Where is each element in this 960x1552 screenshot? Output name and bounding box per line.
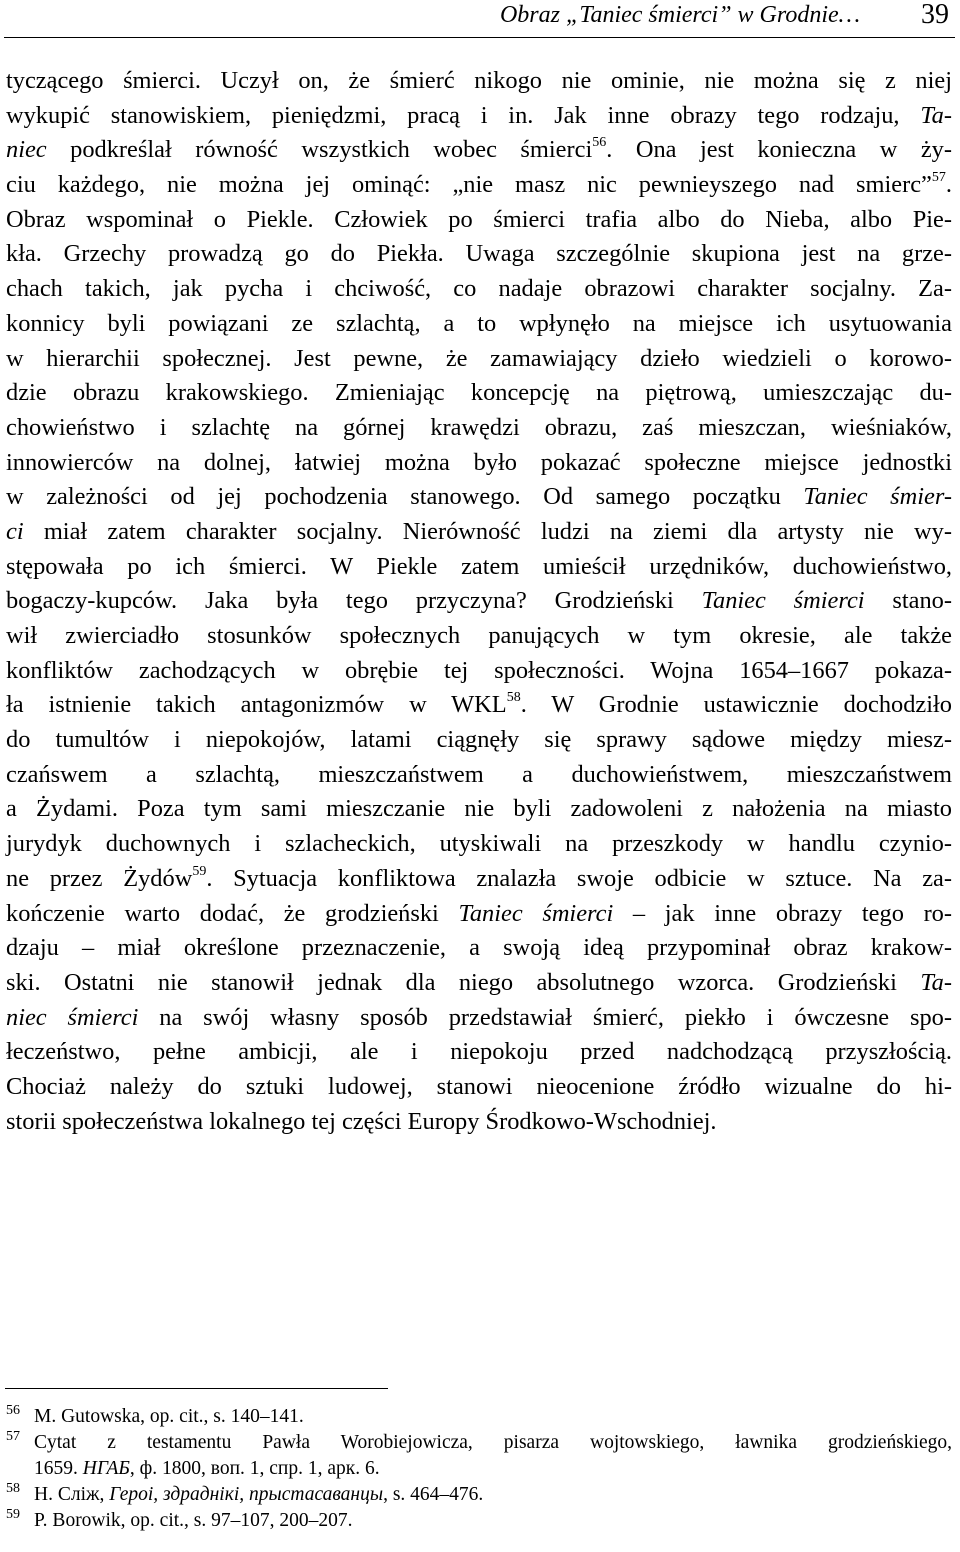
- text-line: chowieństwo i szlachtę na górnej krawędzi obrazu, zaś mieszczan, wieśniaków,: [6, 413, 952, 441]
- text-line: a Żydami. Poza tym sami mieszczanie nie byli zadowoleni z nałożenia na miasto: [6, 795, 952, 823]
- footnote-57: 57 Cytat z testamentu Pawła Worobiejowicza, pisarza wojtowskiego, ławnika grodzieńskiego,: [6, 1430, 952, 1456]
- text-line: dzaju – miał określone przeznaczenie, a swoją ideą przypominał obraz krakow-: [6, 934, 952, 962]
- footnotes: [6, 1404, 952, 1534]
- running-header: [4, 0, 955, 38]
- text-line: Chociaż należy do sztuki ludowej, stanowi nieocenione źródło wizualne do hi-: [6, 1072, 952, 1100]
- footnote-separator: [5, 1388, 388, 1389]
- text-line: kła. Grzechy prowadzą go do Piekła. Uwaga szczególnie skupiona jest na grze-: [6, 240, 952, 268]
- footnote-number: 57: [6, 1429, 20, 1444]
- text-line: kończenie warto dodać, że grodzieński Taniec śmierci – jak inne obrazy tego ro-: [6, 899, 953, 927]
- footnote-ref: 58: [506, 690, 521, 706]
- text-line: niec podkreślał równość wszystkich wobec śmierci$^{56}$. Ona jest konieczna w ży-: [6, 135, 952, 164]
- text-line: łeczeństwo, pełne ambicji, ale i niepokoju przed nadchodzącą przyszłością.: [6, 1038, 952, 1066]
- text-line: stępowała po ich śmierci. W Piekle zatem umieścił urzędników, duchowieństwo,: [6, 552, 952, 580]
- text-line: konfliktów zachodzących w obrębie tej społeczności. Wojna 1654–1667 pokaza-: [6, 656, 952, 684]
- text-line-last: storii społeczeństwa lokalnego tej części Europy Środkowo-Wschodniej.: [6, 1107, 717, 1135]
- text-line: czańswem a szlachtą, mieszczaństwem a duchowieństwem, mieszczaństwem: [6, 760, 952, 788]
- footnote-ref: 59: [192, 863, 207, 879]
- text-line: Obraz wspominał o Piekle. Człowiek po śmierci trafia albo do Nieba, albo Pie-: [6, 205, 952, 233]
- footnote-number: 59: [6, 1507, 20, 1522]
- page-number: 39: [921, 0, 949, 30]
- footnote-56: 56 M. Gutowska, op. cit., s. 140–141.: [6, 1404, 952, 1430]
- body-text: [6, 64, 952, 1139]
- text-line: konnicy byli powiązani ze szlachtą, a to wpłynęło na miejsce ich usytuowania: [6, 309, 952, 337]
- footnote-ref: 57: [931, 170, 946, 186]
- text-line: ski. Ostatni nie stanowił jednak dla niego absolutnego wzorca. Grodzieński Ta-: [6, 968, 952, 996]
- footnote-number: 58: [6, 1481, 20, 1496]
- text-line: ne przez Żydów$^{59}$. Sytuacja konfliktowa znalazła swoje odbicie w sztuce. Na za-: [6, 863, 952, 892]
- text-line: dzie obrazu krakowskiego. Zmieniając koncepcję na piętrową, umieszczając du-: [6, 379, 952, 407]
- running-title: Obraz „Taniec śmierci” w Grodnie…: [499, 2, 860, 28]
- text-line: w hierarchii społecznej. Jest pewne, że zamawiający dzieło wiedzieli o korowo-: [6, 344, 952, 372]
- text-line: niec śmierci na swój własny sposób przedstawiał śmierć, piekło i ówczesne spo-: [6, 1003, 952, 1031]
- text-line: w zależności od jej pochodzenia stanowego. Od samego początku Taniec śmier-: [6, 483, 953, 511]
- text-line: ła istnienie takich antagonizmów w WKL$^{58}$. W Grodnie ustawicznie dochodziło: [6, 690, 952, 719]
- footnote-57-continued: 1659. НГАБ, ф. 1800, воп. 1, спр. 1, арк. 6.: [34, 1458, 380, 1479]
- footnote-number: 56: [6, 1403, 20, 1418]
- text-line: chach takich, jak pycha i chciwość, co nadaje obrazowi charakter socjalny. Za-: [6, 275, 952, 303]
- text-line: bogaczy-kupców. Jaka była tego przyczyna? Grodzieński Taniec śmierci stano-: [6, 587, 952, 615]
- footnote-59: 59 P. Borowik, op. cit., s. 97–107, 200–207.: [6, 1508, 952, 1534]
- footnote-58: 58 Н. Сліж, Героі, здраднікі, прыстасаванцы, s. 464–476.: [6, 1482, 952, 1508]
- footnote-ref: 56: [592, 135, 607, 151]
- text-line: wił zwierciadło stosunków społecznych panujących w tym okresie, ale także: [6, 622, 952, 649]
- text-line: innowierców na dolnej, łatwiej można było pokazać społeczne miejsce jednostki: [6, 448, 952, 476]
- text-line: ci miał zatem charakter socjalny. Nierówność ludzi na ziemi dla artysty nie wy-: [6, 517, 952, 545]
- text-line: tyczącego śmierci. Uczył on, że śmierć nikogo nie ominie, nie można się z niej: [6, 67, 952, 94]
- text-line: jurydyk duchownych i szlacheckich, utyskiwali na przeszkody w handlu czynio-: [6, 830, 952, 858]
- text-line: do tumultów i niepokojów, latami ciągnęły się sprawy sądowe między miesz-: [6, 726, 952, 754]
- text-line: ciu każdego, nie można jej ominąć: „nie masz nic pewnieyszego nad smierc”$^{57}$.: [6, 170, 952, 199]
- text-line: wykupić stanowiskiem, pieniędzmi, pracą i in. Jak inne obrazy tego rodzaju, Ta-: [6, 101, 952, 129]
